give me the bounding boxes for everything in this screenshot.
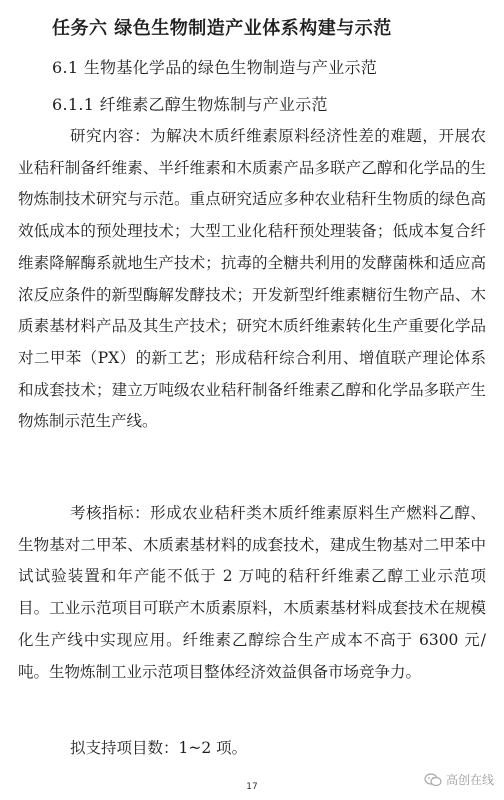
- support-count-text: 拟支持项目数：1~2 项。: [70, 739, 248, 757]
- research-content-text: 研究内容：为解决木质纤维素原料经济性差的难题，开展农业秸秆制备纤维素、半纤维素和木质素产品多联产乙醇和化学品的生物炼制技术研究与示范。重点研究适应多种农业秸秆生物质的绿色高效低成本的预处理技术；大型工业化秸秆预处理装备；低成本复合纤维素降解酶系就地生产技术；抗毒的全糖共利用的发酵菌株和适应高浓反应条件的新型酶解发酵技术；开发新型纤维素糖衍生物产品、木质素基材料产品及其生产技术；研究木质纤维素转化生产重要化学品对二甲苯（PX）的新工艺；形成秸秆综合利用、增值联产理论体系和成套技术；建立万吨级农业秸秆制备纤维素乙醇和化学品多联产生物炼制示范生产线。: [18, 127, 486, 431]
- assessment-text: 考核指标：形成农业秸秆类木质纤维素原料生产燃料乙醇、生物基对二甲苯、木质素基材料的成套技术，建成生物基对二甲苯中试试验装置和年产能不低于 2 万吨的秸秆纤维素乙醇工业示范项目。工业示范项目可联产木质素原料，木质素基材料成套技术在规模化生产线中实现应用。纤维素乙醇综合生产成本不高于 6300 元/吨。生物炼制工业示范项目整体经济效益俱备市场竞争力。: [18, 504, 486, 681]
- assessment-paragraph: [18, 498, 486, 688]
- subsection-heading: 6.1.1 纤维素乙醇生物炼制与产业示范: [52, 95, 328, 114]
- support-count-paragraph: [18, 733, 486, 765]
- research-content-paragraph: [18, 121, 486, 438]
- section-heading: 6.1 生物基化学品的绿色生物制造与产业示范: [52, 58, 378, 77]
- watermark-text: 高创在线: [445, 773, 494, 787]
- task-heading: 任务六 绿色生物制造产业体系构建与示范: [52, 18, 392, 39]
- watermark: [424, 771, 494, 788]
- page-number: 17: [246, 782, 258, 792]
- wechat-logo-icon: [424, 773, 442, 787]
